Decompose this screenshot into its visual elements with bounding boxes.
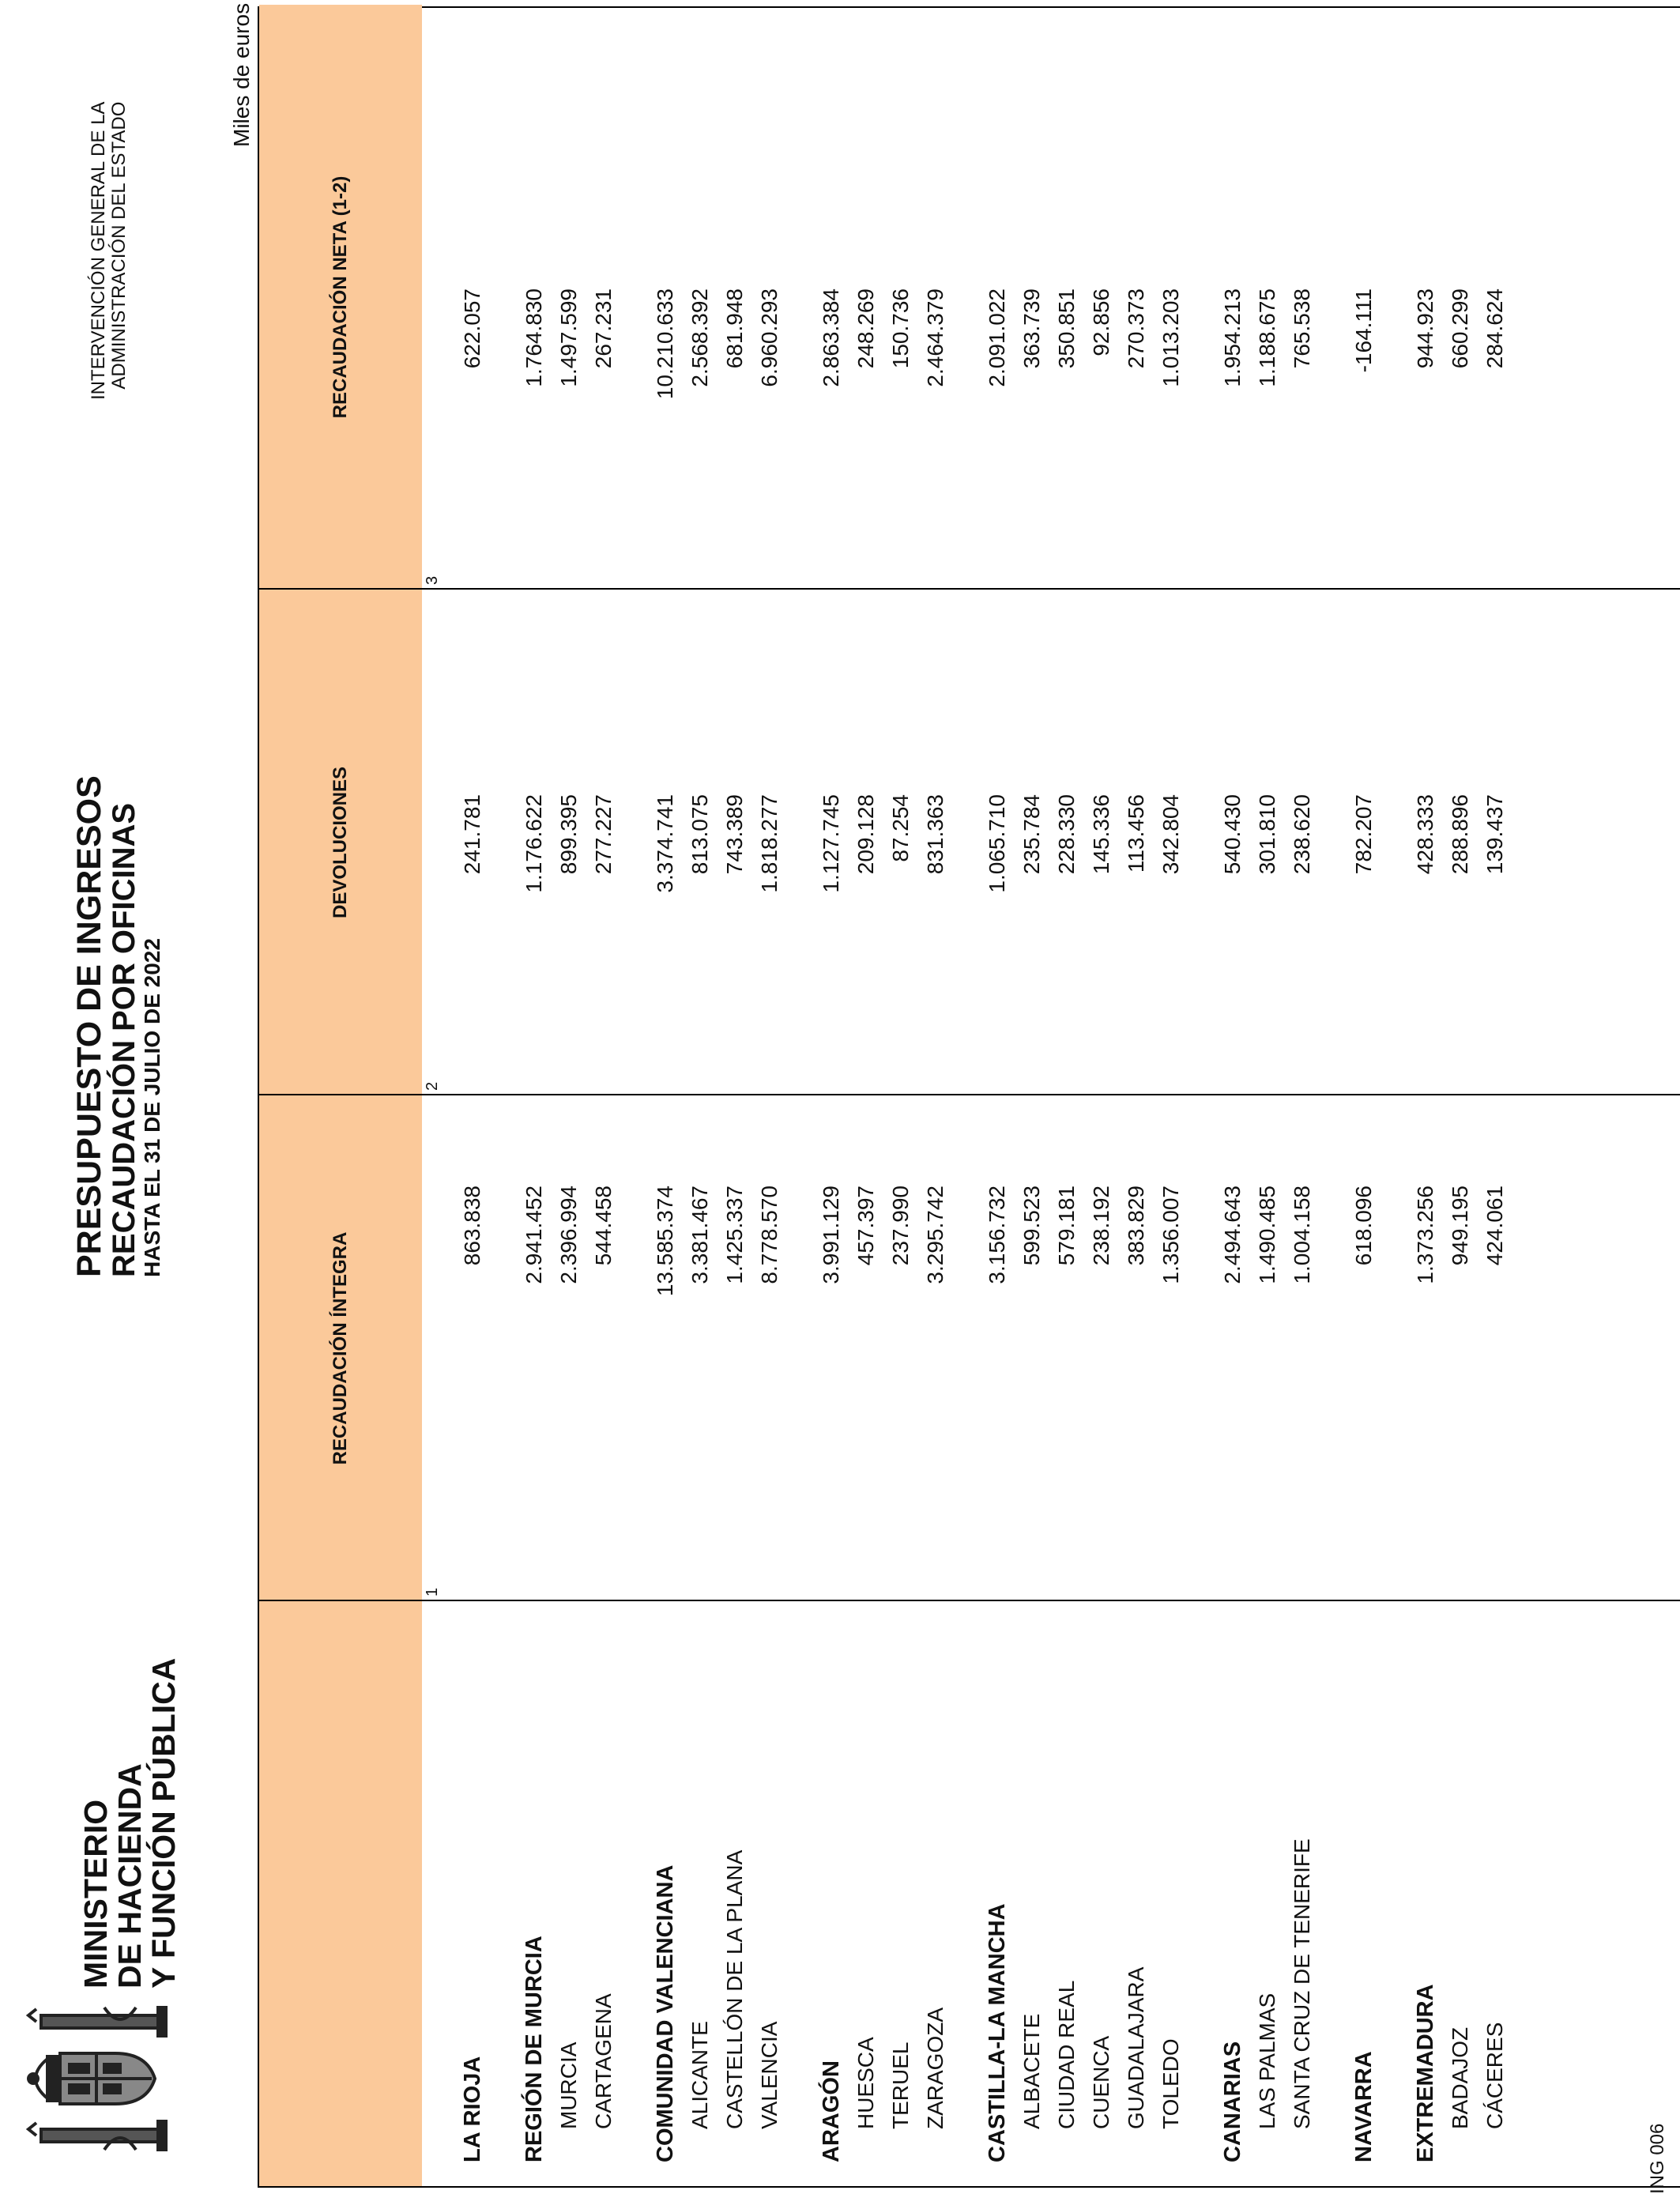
value-neta: 1.954.213 [1220,288,1245,387]
table-row [853,5,888,2186]
value-integra: 457.397 [853,1186,878,1266]
table-row [1448,5,1482,2186]
value-integra: 1.356.007 [1158,1186,1183,1284]
table-row [722,5,757,2186]
ministry-line-2: DE HACIENDA [111,1763,148,1989]
value-devoluciones: 241.781 [460,794,484,875]
value-integra: 238.192 [1089,1186,1113,1266]
value-neta: 2.863.384 [819,288,843,387]
data-table [258,6,1680,2188]
value-neta: 1.764.830 [522,288,546,387]
value-integra: 618.096 [1351,1186,1376,1266]
value-devoluciones: 3.374.741 [653,794,677,893]
table-row [1413,5,1448,2186]
document-code: ING 006 [1647,2123,1668,2194]
table-row [1054,5,1089,2186]
row-name: BADAJOZ [1448,2026,1472,2129]
column-number-3: 3 [424,575,441,585]
value-neta: 92.856 [1089,288,1113,356]
row-name: LA RIOJA [460,2056,485,2162]
value-neta: 10.210.633 [653,288,677,400]
table-row [1019,5,1054,2186]
table-row [1351,5,1386,2186]
value-devoluciones: 428.333 [1413,794,1437,875]
value-neta: 270.373 [1124,288,1148,369]
row-name: REGIÓN DE MURCIA [522,1936,547,2162]
value-integra: 8.778.570 [757,1186,782,1284]
row-name: CASTELLÓN DE LA PLANA [722,1849,747,2129]
value-integra: 2.396.994 [556,1186,581,1284]
row-name: MURCIA [556,2041,581,2129]
value-neta: 1.497.599 [556,288,581,387]
table-row [1089,5,1124,2186]
value-neta: 944.923 [1413,288,1437,369]
row-name: EXTREMADURA [1413,1984,1438,2162]
value-devoluciones: 288.896 [1448,794,1472,875]
value-neta: 6.960.293 [757,288,782,387]
row-name: LAS PALMAS [1255,1992,1279,2129]
title-line-2: RECAUDACIÓN POR OFICINAS [107,802,141,1277]
row-name: CIUDAD REAL [1054,1980,1079,2129]
value-devoluciones: 1.127.745 [819,794,843,893]
value-devoluciones: 228.330 [1054,794,1079,875]
value-neta: -164.111 [1351,288,1376,373]
agency-line-2: ADMINISTRACIÓN DEL ESTADO [108,101,130,390]
table-row [1290,5,1324,2186]
table-row [1482,5,1517,2186]
value-integra: 3.156.732 [985,1186,1009,1284]
value-integra: 3.991.129 [819,1186,843,1284]
value-devoluciones: 831.363 [923,794,947,875]
value-devoluciones: 238.620 [1290,794,1314,875]
value-neta: 350.851 [1054,288,1079,369]
value-integra: 424.061 [1482,1186,1507,1266]
value-integra: 13.585.374 [653,1186,677,1297]
value-neta: 267.231 [591,288,616,369]
title-line-1: PRESUPUESTO DE INGRESOS [70,775,108,1277]
row-name: TOLEDO [1158,2038,1183,2129]
value-integra: 237.990 [888,1186,913,1266]
table-row [1124,5,1158,2186]
value-devoluciones: 145.336 [1089,794,1113,875]
table-row [985,5,1019,2186]
value-neta: 2.464.379 [923,288,947,387]
page-title [71,775,164,1277]
value-integra: 1.490.485 [1255,1186,1279,1284]
value-devoluciones: 540.430 [1220,794,1245,875]
value-neta: 2.091.022 [985,288,1009,387]
value-neta: 1.188.675 [1255,288,1279,387]
table-row [1158,5,1193,2186]
value-integra: 2.941.452 [522,1186,546,1284]
column-number-1: 1 [424,1587,441,1596]
table-row [522,5,556,2186]
value-neta: 1.013.203 [1158,288,1183,387]
value-neta: 622.057 [460,288,484,369]
column-header-devoluciones: DEVOLUCIONES [330,766,351,919]
value-neta: 363.739 [1019,288,1044,369]
value-devoluciones: 899.395 [556,794,581,875]
row-name: ALICANTE [687,2021,712,2129]
value-devoluciones: 235.784 [1019,794,1044,875]
column-number-2: 2 [424,1081,441,1091]
table-row [757,5,792,2186]
value-devoluciones: 277.227 [591,794,616,875]
row-name: COMUNIDAD VALENCIANA [653,1864,678,2162]
value-devoluciones: 782.207 [1351,794,1376,875]
row-name: NAVARRA [1351,2051,1377,2162]
ministry-line-1: MINISTERIO [77,1799,114,1989]
value-devoluciones: 113.456 [1124,794,1148,873]
value-devoluciones: 1.065.710 [985,794,1009,893]
value-devoluciones: 813.075 [687,794,712,875]
value-integra: 863.838 [460,1186,484,1266]
coat-of-arms-icon [9,1984,191,2173]
value-devoluciones: 1.818.277 [757,794,782,893]
ministry-line-3: Y FUNCIÓN PÚBLICA [145,1657,182,1989]
value-integra: 2.494.643 [1220,1186,1245,1284]
value-integra: 3.295.742 [923,1186,947,1284]
column-header-neta: RECAUDACIÓN NETA (1-2) [330,175,351,419]
table-row [460,5,495,2186]
value-devoluciones: 87.254 [888,794,913,862]
value-integra: 579.181 [1054,1186,1079,1266]
table-row [1220,5,1255,2186]
row-name: ARAGÓN [819,2060,844,2162]
table-row [653,5,687,2186]
value-integra: 3.381.467 [687,1186,712,1284]
units-label: Miles de euros [229,2,254,147]
table-row [923,5,958,2186]
row-name: CARTAGENA [591,1993,616,2129]
row-name: TERUEL [888,2041,913,2129]
value-neta: 248.269 [853,288,878,369]
value-integra: 544.458 [591,1186,616,1266]
value-devoluciones: 743.389 [722,794,747,875]
row-name: SANTA CRUZ DE TENERIFE [1290,1838,1314,2129]
value-devoluciones: 301.810 [1255,794,1279,875]
agency-name [89,102,130,400]
value-neta: 150.736 [888,288,913,369]
table-row [819,5,853,2186]
value-integra: 1.373.256 [1413,1186,1437,1284]
value-neta: 765.538 [1290,288,1314,369]
value-integra: 1.425.337 [722,1186,747,1284]
title-line-3: HASTA EL 31 DE JULIO DE 2022 [140,938,164,1277]
table-row [888,5,923,2186]
column-header-integra: RECAUDACIÓN ÍNTEGRA [330,1231,351,1465]
value-devoluciones: 209.128 [853,794,878,875]
row-name: HUESCA [853,2037,878,2129]
row-name: VALENCIA [757,2021,782,2129]
value-devoluciones: 139.437 [1482,794,1507,875]
table-row [687,5,722,2186]
row-name: ZARAGOZA [923,2007,947,2129]
value-neta: 660.299 [1448,288,1472,369]
agency-line-1: INTERVENCIÓN GENERAL DE LA [88,101,109,400]
value-neta: 284.624 [1482,288,1507,369]
table-row [556,5,591,2186]
value-integra: 599.523 [1019,1186,1044,1266]
ministry-name [79,1658,181,1989]
value-devoluciones: 342.804 [1158,794,1183,875]
value-integra: 949.195 [1448,1186,1472,1266]
value-neta: 681.948 [722,288,747,369]
row-name: CANARIAS [1220,2041,1245,2162]
table-row [591,5,626,2186]
row-name: GUADALAJARA [1124,1966,1148,2129]
value-devoluciones: 1.176.622 [522,794,546,893]
row-name: ALBACETE [1019,2013,1044,2129]
value-neta: 2.568.392 [687,288,712,387]
value-integra: 1.004.158 [1290,1186,1314,1284]
row-name: CASTILLA-LA MANCHA [985,1903,1010,2162]
value-integra: 383.829 [1124,1186,1148,1266]
row-name: CUENCA [1089,2035,1113,2129]
row-name: CÁCERES [1482,2022,1507,2129]
table-row [1255,5,1290,2186]
